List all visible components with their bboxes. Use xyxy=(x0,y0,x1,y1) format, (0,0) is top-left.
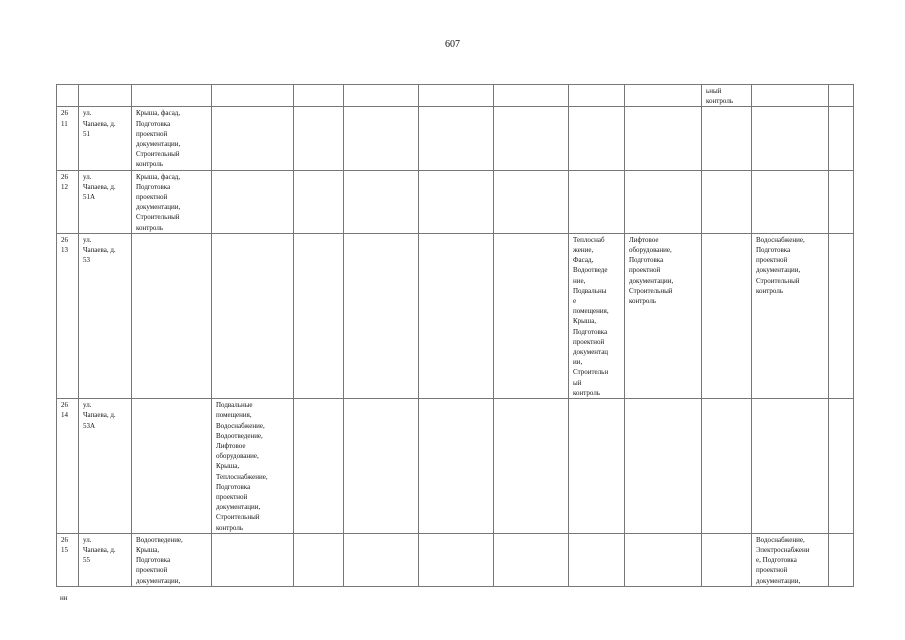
cell-text: 26 12 xyxy=(61,172,68,191)
table-cell-works-col8 xyxy=(494,170,569,233)
table-cell-works-col13 xyxy=(829,399,854,534)
table-cell-works-col12 xyxy=(752,170,829,233)
table-cell-works-col8 xyxy=(494,107,569,170)
table-cell-works-col5 xyxy=(294,107,344,170)
table-cell-works-col6 xyxy=(344,85,419,107)
table-row xyxy=(57,107,854,170)
table-cell-works-col10 xyxy=(625,399,702,534)
table-cell-address xyxy=(79,107,132,170)
table-cell-works-col10 xyxy=(625,233,702,398)
table-cell-works-col7 xyxy=(419,107,494,170)
table-cell-works-col13 xyxy=(829,107,854,170)
table-cell-works-col3 xyxy=(132,233,212,398)
table-cell-works-col4 xyxy=(212,233,294,398)
table-cell-works-col5 xyxy=(294,233,344,398)
table-cell-works-col4 xyxy=(212,533,294,586)
table-cell-works-col7 xyxy=(419,233,494,398)
cell-text: Водоснабжение, Электроснабжени е, Подготовка проектной документации, xyxy=(756,535,810,585)
table-cell-works-col6 xyxy=(344,533,419,586)
table-cell-works-col8 xyxy=(494,399,569,534)
table-cell-row-number xyxy=(57,170,79,233)
cell-text: ул. Чапаева, д. 51 xyxy=(83,109,116,138)
table-cell-works-col13 xyxy=(829,233,854,398)
table-cell-row-number xyxy=(57,107,79,170)
table-cell-works-col3 xyxy=(132,85,212,107)
cell-text: ьный контроль xyxy=(706,87,734,106)
table-cell-works-col11 xyxy=(702,85,752,107)
table-cell-works-col12 xyxy=(752,107,829,170)
table-cell-works-col3 xyxy=(132,107,212,170)
table-cell-works-col6 xyxy=(344,233,419,398)
table-cell-works-col10 xyxy=(625,107,702,170)
table-cell-works-col8 xyxy=(494,85,569,107)
table-cell-works-col13 xyxy=(829,170,854,233)
table-cell-works-col9 xyxy=(569,170,625,233)
table-row xyxy=(57,233,854,398)
table-cell-works-col7 xyxy=(419,170,494,233)
table-cell-works-col9 xyxy=(569,533,625,586)
table-cell-works-col5 xyxy=(294,533,344,586)
table-cell-address xyxy=(79,170,132,233)
table-cell-address xyxy=(79,85,132,107)
table-cell-works-col7 xyxy=(419,85,494,107)
table-cell-works-col11 xyxy=(702,233,752,398)
table-cell-row-number xyxy=(57,533,79,586)
table-row xyxy=(57,170,854,233)
table-cell-works-col7 xyxy=(419,533,494,586)
table-row xyxy=(57,399,854,534)
cell-text: ул. Чапаева, д. 51А xyxy=(83,172,116,202)
table-cell-address xyxy=(79,533,132,586)
cell-text: ул. Чапаева, д. 53А xyxy=(83,401,116,430)
table-cell-works-col8 xyxy=(494,533,569,586)
cell-text: ул. Чапаева, д. 53 xyxy=(83,235,116,265)
table-cell-works-col11 xyxy=(702,399,752,534)
table-cell-works-col8 xyxy=(494,233,569,398)
table-cell-works-col3 xyxy=(132,399,212,534)
table-cell-works-col5 xyxy=(294,399,344,534)
table-cell-works-col5 xyxy=(294,170,344,233)
table-cell-works-col12 xyxy=(752,533,829,586)
table-cell-works-col11 xyxy=(702,107,752,170)
table-cell-works-col10 xyxy=(625,170,702,233)
table-row xyxy=(57,85,854,107)
cell-text: Теплоснаб жение, Фасад, Водоотведе ние, Подвальны е помещения, Крыша, Подготовка проектной документац ии, Строительн ый контроль xyxy=(573,235,609,397)
table-cell-works-col12 xyxy=(752,399,829,534)
cell-text: 26 13 xyxy=(61,235,68,255)
table-cell-works-col6 xyxy=(344,399,419,534)
cell-text: Крыша, фасад, Подготовка проектной документации, Строительный контроль xyxy=(136,172,181,232)
cell-text: 26 11 xyxy=(61,109,68,128)
table-cell-works-col6 xyxy=(344,170,419,233)
table-cell-row-number xyxy=(57,85,79,107)
table-cell-works-col4 xyxy=(212,399,294,534)
table-cell-works-col9 xyxy=(569,233,625,398)
table-cell-works-col4 xyxy=(212,85,294,107)
cell-text: 26 14 xyxy=(61,401,68,420)
work-schedule-table xyxy=(56,84,854,587)
table-cell-works-col11 xyxy=(702,533,752,586)
table-body xyxy=(57,85,854,587)
cell-text: Водоотведение, Крыша, Подготовка проектной документации, xyxy=(136,535,183,585)
table-cell-row-number xyxy=(57,399,79,534)
table-cell-works-col12 xyxy=(752,233,829,398)
table-cell-works-col5 xyxy=(294,85,344,107)
table-cell-address xyxy=(79,399,132,534)
table-cell-works-col6 xyxy=(344,107,419,170)
footer-mark: нн xyxy=(60,594,68,602)
cell-text: Лифтовое оборудование, Подготовка проектной документации, Строительный контроль xyxy=(629,235,674,306)
table-cell-address xyxy=(79,233,132,398)
table-cell-works-col10 xyxy=(625,533,702,586)
table-cell-works-col11 xyxy=(702,170,752,233)
table-cell-works-col3 xyxy=(132,533,212,586)
table-cell-works-col10 xyxy=(625,85,702,107)
table-cell-works-col12 xyxy=(752,85,829,107)
table-cell-works-col9 xyxy=(569,107,625,170)
table-row xyxy=(57,533,854,586)
table-cell-works-col9 xyxy=(569,85,625,107)
table-cell-works-col7 xyxy=(419,399,494,534)
table-cell-works-col3 xyxy=(132,170,212,233)
table-cell-works-col13 xyxy=(829,533,854,586)
cell-text: Крыша, фасад, Подготовка проектной документации, Строительный контроль xyxy=(136,109,181,169)
page-number: 607 xyxy=(445,39,460,50)
table-cell-works-col4 xyxy=(212,107,294,170)
cell-text: Водоснабжение, Подготовка проектной документации, Строительный контроль xyxy=(756,235,805,295)
cell-text: 26 15 xyxy=(61,535,68,554)
table-cell-row-number xyxy=(57,233,79,398)
cell-text: Подвальные помещения, Водоснабжение, Водоотведение, Лифтовое оборудование, Крыша, Теплоснабжение, Подготовка проектной документации, Строительный контроль xyxy=(216,401,268,532)
cell-text: ул. Чапаева, д. 55 xyxy=(83,535,116,565)
table-cell-works-col4 xyxy=(212,170,294,233)
table-cell-works-col9 xyxy=(569,399,625,534)
table-cell-works-col13 xyxy=(829,85,854,107)
